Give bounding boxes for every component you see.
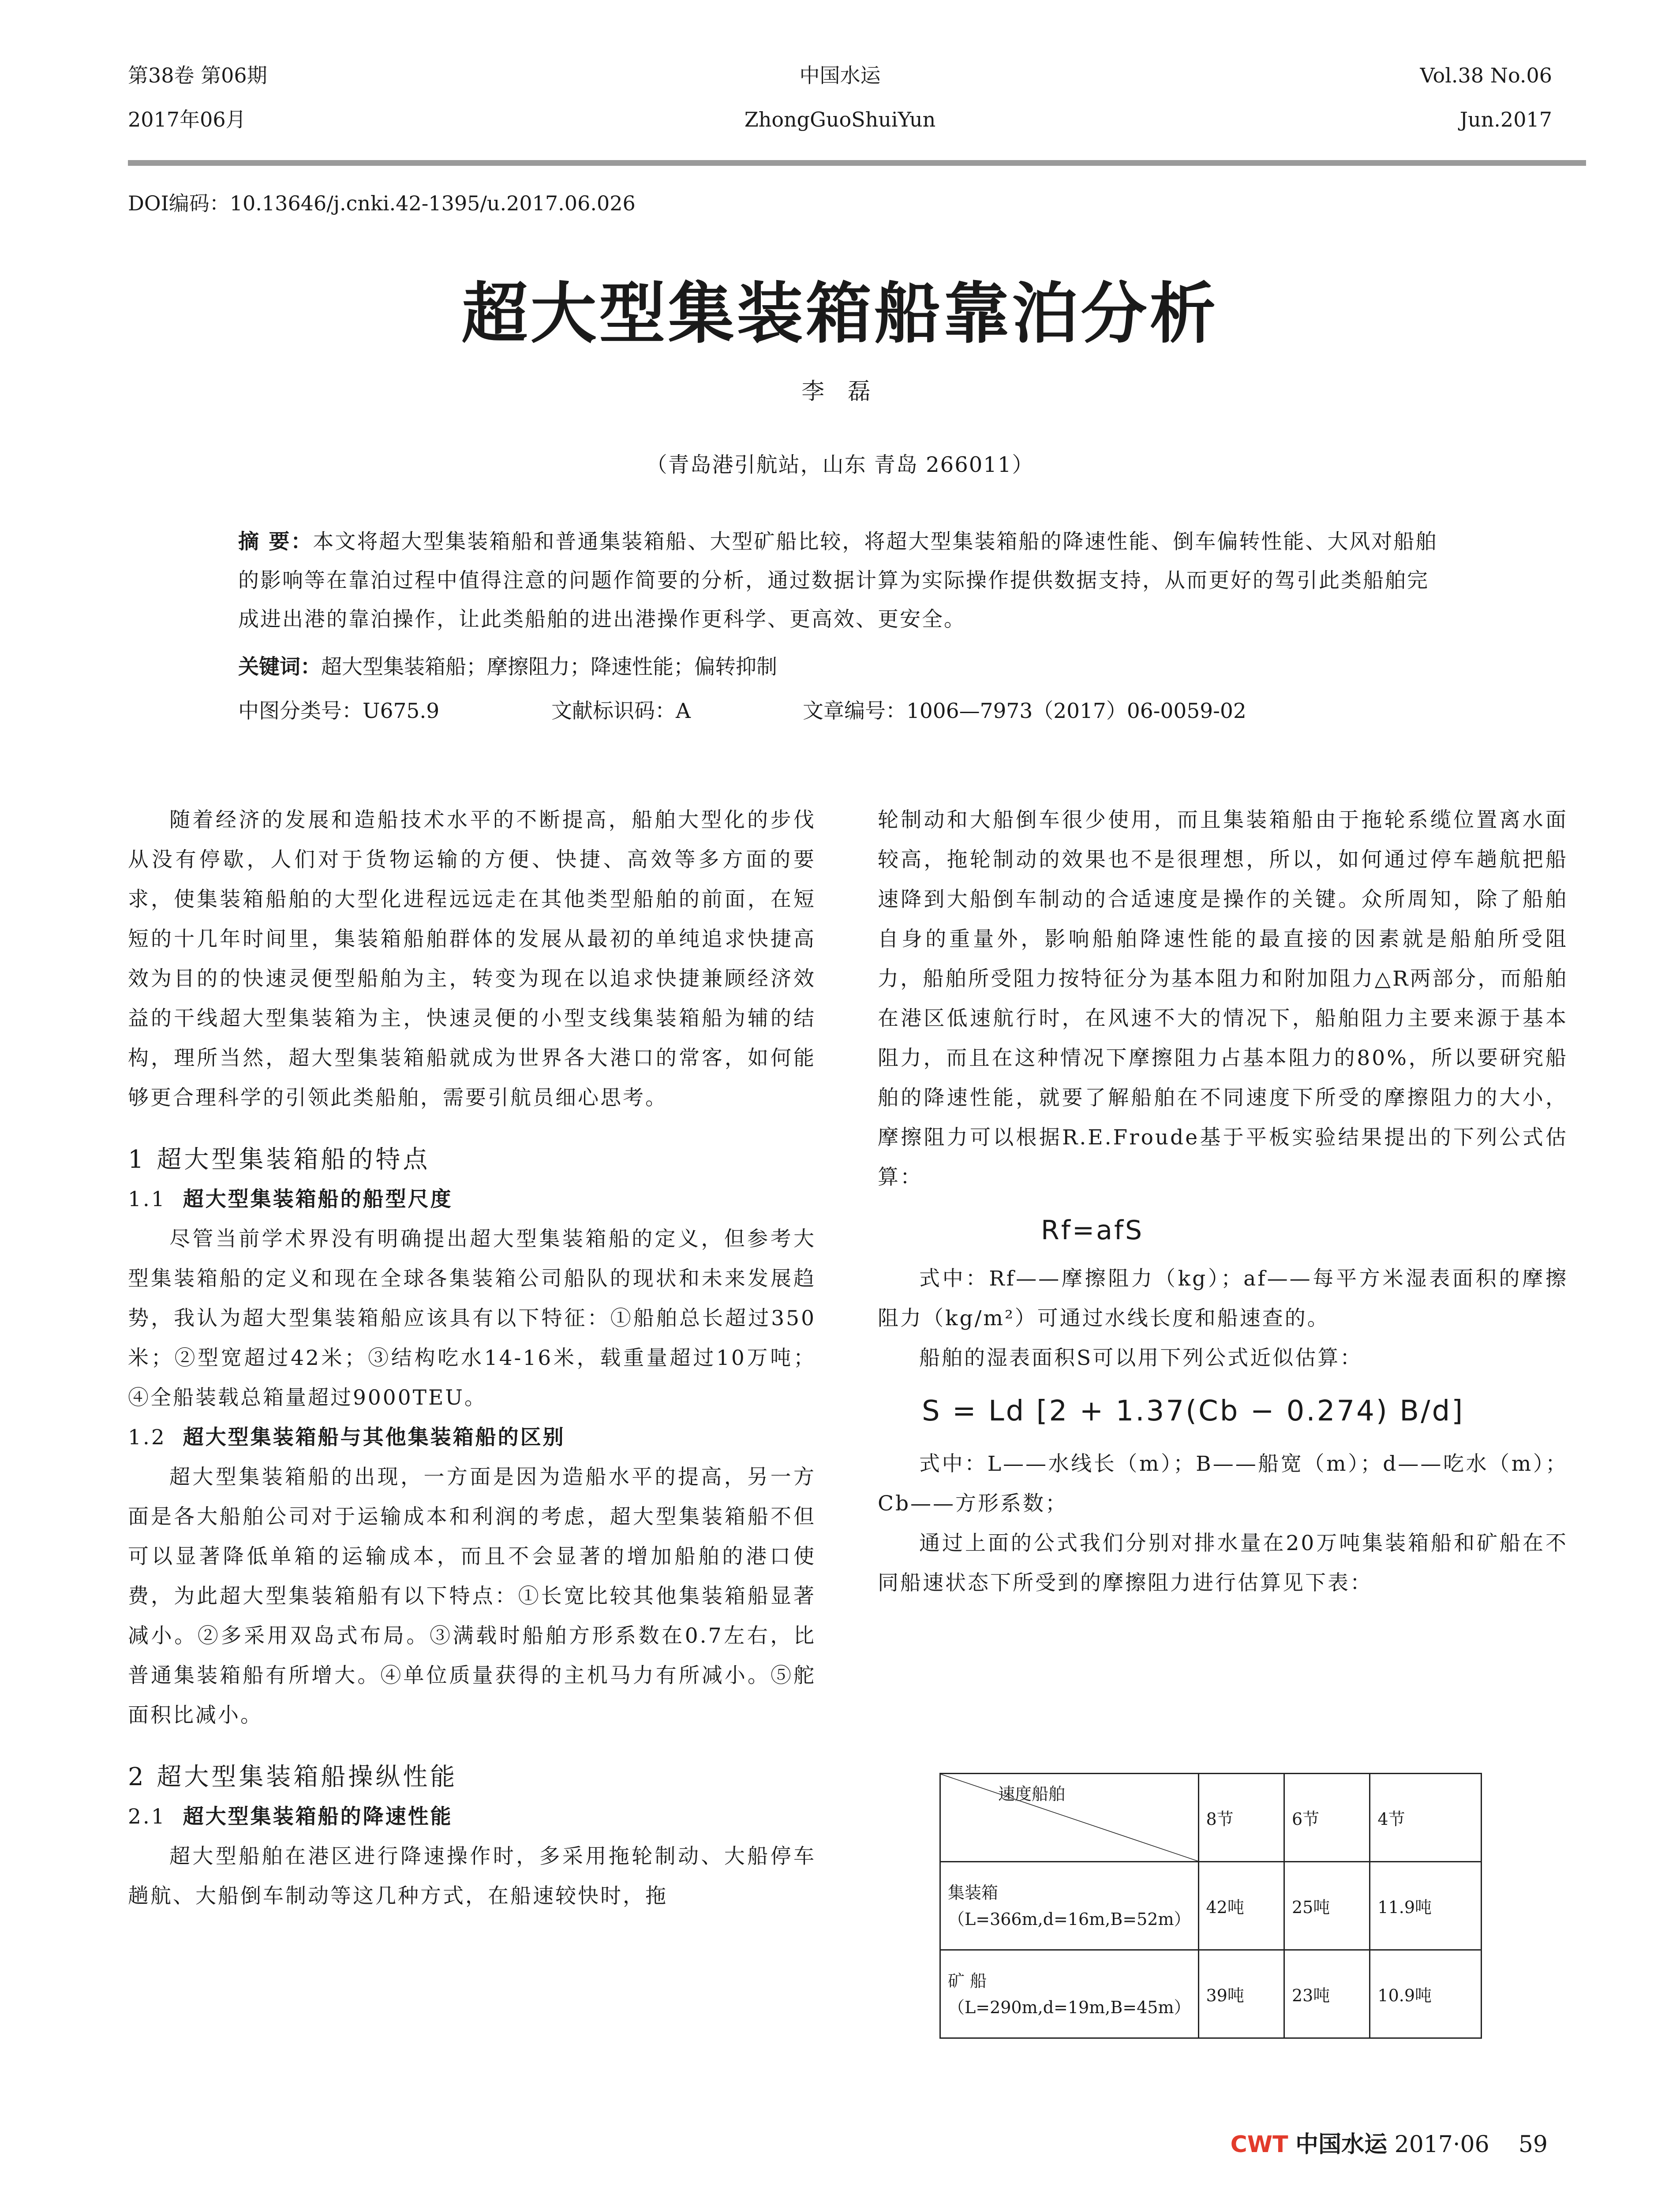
header-date-en: Jun.2017 — [1459, 108, 1552, 131]
abstract-label: 摘 要： — [238, 530, 313, 554]
friction-formula: Rf=afS — [1041, 1215, 1144, 1246]
header-journal: 中国水运 — [799, 64, 881, 87]
diagonal-line — [941, 1774, 1198, 1861]
header-journal-pinyin: ZhongGuoShuiYun — [744, 108, 936, 131]
header-date: 2017年06月 — [128, 108, 246, 131]
article-number: 文章编号：1006—7973（2017）06-0059-02 — [803, 699, 1246, 723]
friction-resistance-table — [939, 1773, 1482, 2039]
wetted-area-definitions: 式中：L——水线长（m）；B——船宽（m）；d——吃水（m）；Cb——方形系数； — [878, 1452, 1568, 1516]
header-volume: 第38卷 第06期 — [128, 64, 267, 87]
table-intro: 通过上面的公式我们分别对排水量在20万吨集装箱船和矿船在不同船速状态下所受到的摩擦阻力进行估算见下表： — [878, 1531, 1568, 1595]
page-number: 59 — [1518, 2131, 1548, 2158]
table-cell: 39吨 — [1198, 1950, 1284, 2038]
wetted-area-formula: S = Ld [2 + 1.37(Cb − 0.274) B/d] — [922, 1395, 1465, 1428]
header-8-knots: 8节 — [1198, 1774, 1284, 1862]
row-label: 集装箱（L=366m,d=16m,B=52m） — [940, 1862, 1199, 1950]
left-column — [128, 800, 816, 1916]
doi: DOI编码：10.13646/j.cnki.42-1395/u.2017.06.026 — [128, 191, 636, 215]
table-row — [940, 1862, 1482, 1950]
table-row — [940, 1950, 1482, 2038]
intro-paragraph: 随着经济的发展和造船技术水平的不断提高，船舶大型化的步伐从没有停歇，人们对于货物运输的方便、快捷、高效等多方面的要求，使集装箱船舶的大型化进程远远走在其他类型船舶的前面，在短短的十几年时间里，集装箱船舶群体的发展从最初的单纯追求快捷高效为目的的快速灵便型船舶为主，转变为现在以追求快捷兼顾经济效益的干线超大型集装箱为主，快速灵便的小型支线集装箱船为辅的结构，理所当然，超大型集装箱船就成为世界各大港口的常客，如何能够更合理科学的引领此类船舶，需要引航员细心思考。 — [128, 808, 816, 1110]
author: 李 磊 — [801, 378, 879, 405]
table-corner-cell — [940, 1774, 1199, 1862]
table-cell: 11.9吨 — [1370, 1862, 1482, 1950]
keywords-text: 超大型集装箱船；摩擦阻力；降速性能；偏转抑制 — [321, 655, 777, 679]
document-code: 文献标识码：A — [551, 699, 691, 723]
abstract — [238, 523, 1447, 639]
corner-header: 速度船舶 — [998, 1784, 1066, 1804]
section-1-2-heading: 1.2 超大型集装箱船与其他集装箱船的区别 — [128, 1425, 565, 1450]
table-cell: 23吨 — [1284, 1950, 1369, 2038]
continued-paragraph: 轮制动和大船倒车很少使用，而且集装箱船由于拖轮系缆位置离水面较高，拖轮制动的效果也不是很理想，所以，如何通过停车趟航把船速降到大船倒车制动的合适速度是操作的关键。众所周知，除了船舶自身的重量外，影响船舶降速性能的最直接的因素就是船舶所受阻力，船舶所受阻力按特征分为基本阻力和附加阻力△R两部分，而船舶在港区低速航行时，在风速不大的情况下，船舶阻力主要来源于基本阻力，而且在这种情况下摩擦阻力占基本阻力的80%，所以要研究船舶的降速性能，就要了解船舶在不同速度下所受的摩擦阻力的大小，摩擦阻力可以根据R.E.Froude基于平板实验结果提出的下列公式估算： — [878, 808, 1568, 1189]
affiliation: （青岛港引航站，山东 青岛 266011） — [646, 452, 1034, 477]
abstract-text: 本文将超大型集装箱船和普通集装箱船、大型矿船比较，将超大型集装箱船的降速性能、倒车偏转性能、大风对船舶的影响等在靠泊过程中值得注意的问题作简要的分析，通过数据计算为实际操作提供数据支持，从而更好的驾引此类船舶完成进出港的靠泊操作，让此类船舶的进出港操作更科学、更高效、更安全。 — [238, 530, 1438, 632]
table-cell: 42吨 — [1198, 1862, 1284, 1950]
footer-journal: 中国水运 — [1295, 2131, 1388, 2158]
header-rule — [128, 160, 1586, 166]
header-4-knots: 4节 — [1370, 1774, 1482, 1862]
section-1-2-paragraph: 超大型集装箱船的出现，一方面是因为造船水平的提高，另一方面是各大船舶公司对于运输成本和利润的考虑，超大型集装箱船不但可以显著降低单箱的运输成本，而且不会显著的增加船舶的港口使费，为此超大型集装箱船有以下特点：①长宽比较其他集装箱船显著减小。②多采用双岛式布局。③满载时船舶方形系数在0.7左右，比普通集装箱船有所增大。④单位质量获得的主机马力有所减小。⑤舵面积比减小。 — [128, 1465, 816, 1727]
header-vol-en: Vol.38 No.06 — [1420, 64, 1552, 87]
footer-issue: 2017·06 — [1394, 2131, 1489, 2158]
friction-formula-definitions: 式中：Rf——摩擦阻力（kg）；af——每平方米湿表面积的摩擦阻力（kg/m²）可通过水线长度和船速查的。 — [878, 1267, 1568, 1330]
table-cell: 25吨 — [1284, 1862, 1369, 1950]
row-label: 矿 船 （L=290m,d=19m,B=45m） — [940, 1950, 1199, 2038]
right-column — [878, 800, 1568, 1603]
section-1-1-heading: 1.1 超大型集装箱船的船型尺度 — [128, 1187, 453, 1211]
page-footer — [1231, 2126, 1548, 2159]
section-1-heading: 1 超大型集装箱船的特点 — [128, 1145, 430, 1174]
article-title: 超大型集装箱船靠泊分析 — [461, 275, 1219, 352]
keywords-label: 关键词： — [238, 655, 321, 679]
cwt-logo: CWT — [1230, 2131, 1288, 2158]
section-2-heading: 2 超大型集装箱船操纵性能 — [128, 1763, 458, 1791]
section-2-1-paragraph: 超大型船舶在港区进行降速操作时，多采用拖轮制动、大船停车趟航、大船倒车制动等这几种方式，在船速较快时，拖 — [128, 1844, 816, 1908]
section-1-1-paragraph: 尽管当前学术界没有明确提出超大型集装箱船的定义，但参考大型集装箱船的定义和现在全球各集装箱公司船队的现状和未来发展趋势，我认为超大型集装箱船应该具有以下特征：①船舶总长超过350米；②型宽超过42米；③结构吃水14-16米，载重量超过10万吨；④全船装载总箱量超过9000TEU。 — [128, 1227, 816, 1410]
header-6-knots: 6节 — [1284, 1774, 1369, 1862]
keywords — [238, 650, 777, 680]
clc-number: 中图分类号：U675.9 — [238, 699, 440, 723]
table-cell: 10.9吨 — [1370, 1950, 1482, 2038]
wetted-area-intro: 船舶的湿表面积S可以用下列公式近似估算： — [919, 1346, 1363, 1370]
section-2-1-heading: 2.1 超大型集装箱船的降速性能 — [128, 1805, 453, 1829]
